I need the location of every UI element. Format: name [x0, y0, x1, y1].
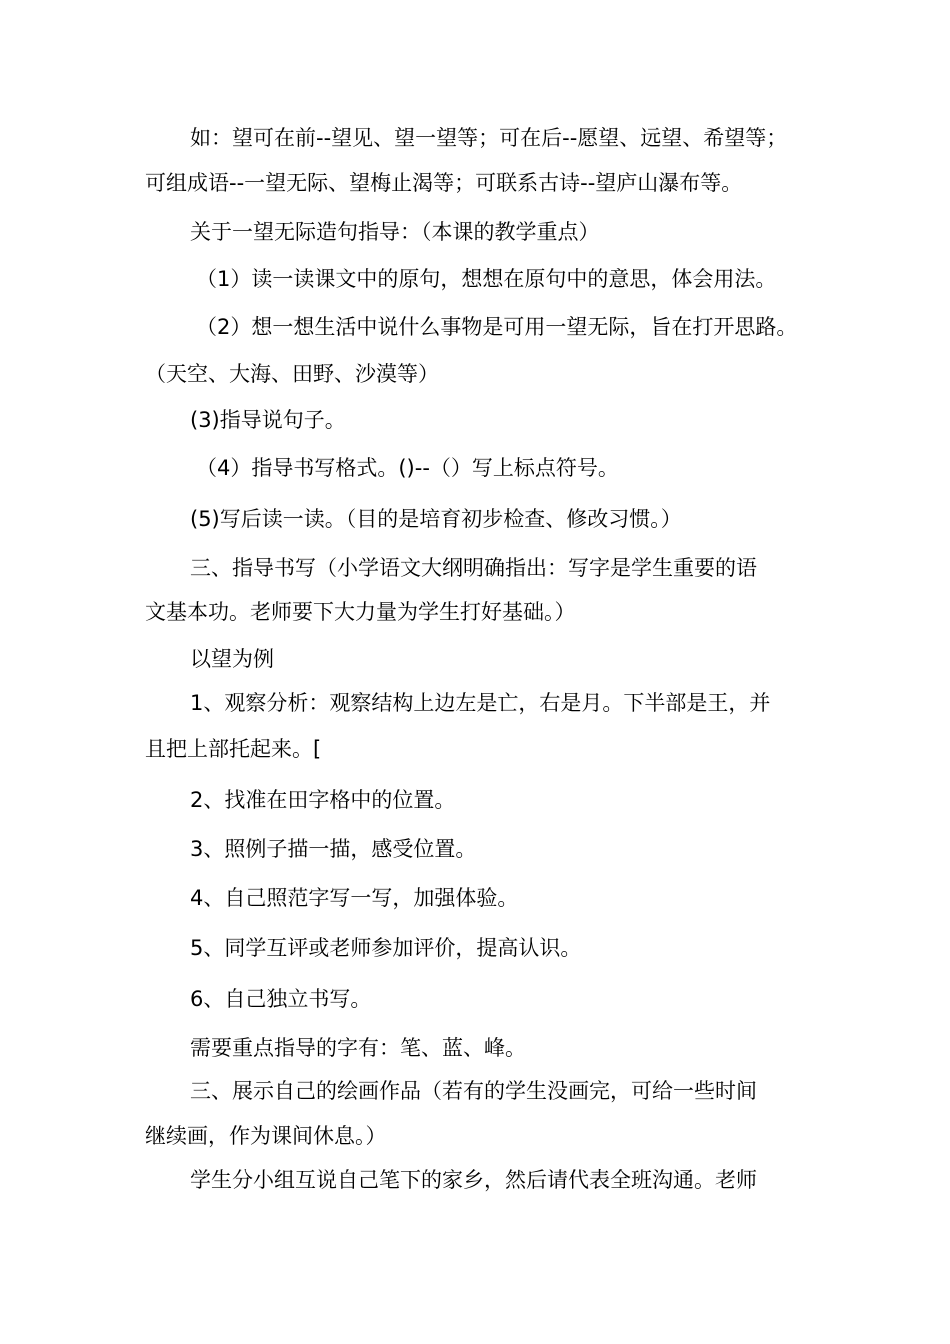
text-line: （天空、大海、田野、沙漠等） [145, 362, 439, 386]
text-line: （1）读一读课文中的原句，想想在原句中的意思，体会用法。 [196, 267, 777, 291]
text-line: 如：望可在前--望见、望一望等；可在后--愿望、远望、希望等； [190, 126, 788, 150]
text-line: 5、同学互评或老师参加评价，提高认识。 [190, 936, 582, 960]
text-line: 6、自己独立书写。 [190, 987, 372, 1011]
text-line: 关于一望无际造句指导：（本课的教学重点） [190, 220, 600, 244]
text-line: 且把上部托起来。[ [145, 737, 322, 761]
text-line: 1、观察分析：观察结构上边左是亡，右是月。下半部是王，并 [190, 691, 771, 715]
text-line: 文基本功。老师要下大力量为学生打好基础。） [145, 600, 576, 624]
text-line: 2、找准在田字格中的位置。 [190, 788, 456, 812]
text-line: (3)指导说句子。 [190, 408, 346, 432]
text-line: 需要重点指导的字有：笔、蓝、峰。 [190, 1036, 526, 1060]
text-line: 三、展示自己的绘画作品（若有的学生没画完，可给一些时间 [190, 1079, 757, 1103]
text-line: 三、指导书写（小学语文大纲明确指出：写字是学生重要的语 [190, 556, 757, 580]
text-line: 可组成语--一望无际、望梅止渴等；可联系古诗--望庐山瀑布等。 [145, 171, 743, 195]
text-line: 学生分小组互说自己笔下的家乡，然后请代表全班沟通。老师 [190, 1168, 757, 1192]
text-line: 3、照例子描一描，感受位置。 [190, 837, 477, 861]
text-line: 4、自己照范字写一写，加强体验。 [190, 886, 519, 910]
text-line: （4）指导书写格式。()--（）写上标点符号。 [196, 456, 619, 480]
text-line: (5)写后读一读。（目的是培育初步检查、修改习惯。） [190, 507, 682, 531]
text-line: （2）想一想生活中说什么事物是可用一望无际，旨在打开思路。 [196, 315, 798, 339]
text-line: 继续画，作为课间休息。） [145, 1124, 387, 1148]
text-line: 以望为例 [190, 647, 274, 671]
